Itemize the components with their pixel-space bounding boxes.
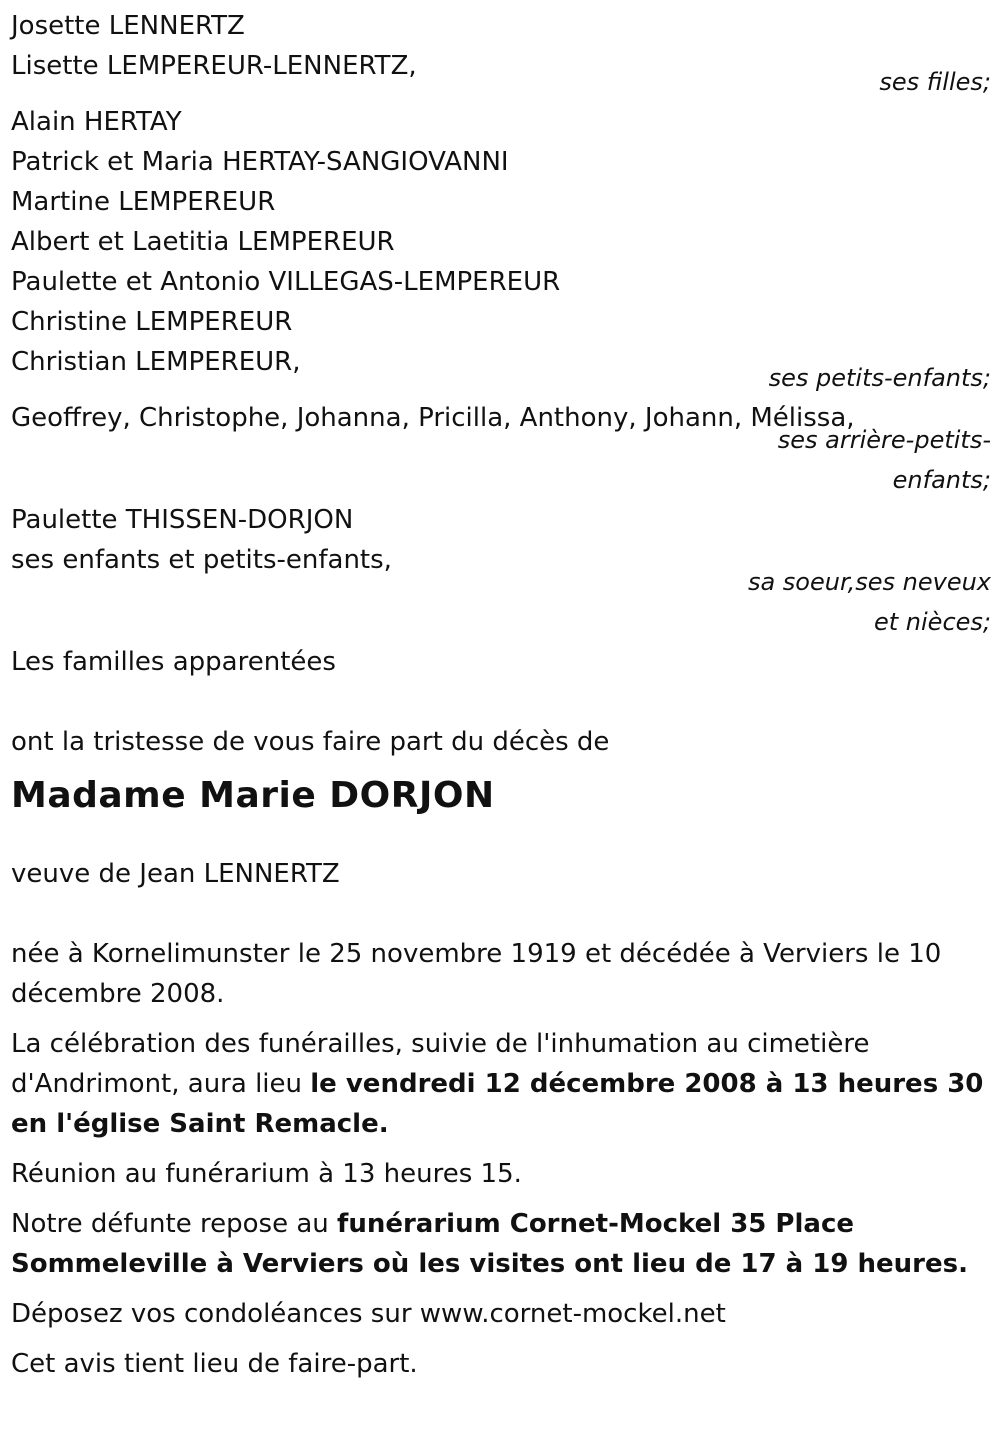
obituary-notice	[11, 6, 991, 1394]
notice-paragraph: Cet avis tient lieu de faire-part.	[11, 1349, 418, 1379]
ceremony-details: le vendredi 12 décembre 2008 à 13 heures 30 en l'église Saint Remacle.	[11, 1069, 984, 1139]
rest-intro: Notre défunte repose au	[11, 1209, 338, 1239]
grandchild-name: Christian LEMPEREUR,	[11, 347, 301, 377]
rest-paragraph	[11, 1204, 991, 1284]
grandchild-name: Alain HERTAY	[11, 107, 182, 137]
grandchildren-role: ses petits-enfants;	[768, 364, 991, 392]
sister-role-line2: et nièces;	[874, 608, 991, 636]
great-grandchildren-role-line2: enfants;	[892, 466, 991, 494]
grandchild-name: Paulette et Antonio VILLEGAS-LEMPEREUR	[11, 267, 561, 297]
grandchild-name: Christine LEMPEREUR	[11, 307, 293, 337]
grandchild-name: Patrick et Maria HERTAY-SANGIOVANNI	[11, 147, 509, 177]
daughter-name: Josette LENNERTZ	[11, 11, 245, 41]
daughters-section	[11, 6, 991, 102]
widow-of-line: veuve de Jean LENNERTZ	[11, 859, 340, 889]
deceased-name: Madame Marie DORJON	[11, 775, 495, 816]
great-grandchildren-names: Geoffrey, Christophe, Johanna, Pricilla, Anthony, Johann, Mélissa,	[11, 403, 855, 433]
announcement-line: ont la tristesse de vous faire part du décès de	[11, 727, 610, 757]
daughters-role: ses filles;	[879, 68, 991, 96]
sister-family: ses enfants et petits-enfants,	[11, 545, 392, 575]
ceremony-paragraph	[11, 1024, 991, 1144]
sister-role-line1: sa soeur,ses neveux	[747, 568, 991, 596]
grandchild-name: Albert et Laetitia LEMPEREUR	[11, 227, 395, 257]
ceremony-intro: La célébration des funérailles, suivie de l'inhumation au cimetière d'Andrimont, aura lieu	[11, 1029, 870, 1099]
meeting-paragraph: Réunion au funérarium à 13 heures 15.	[11, 1159, 522, 1189]
sister-name: Paulette THISSEN-DORJON	[11, 505, 354, 535]
daughter-name: Lisette LEMPEREUR-LENNERTZ,	[11, 51, 417, 81]
great-grandchildren-section	[11, 398, 991, 500]
condolences-paragraph: Déposez vos condoléances sur www.cornet-mockel.net	[11, 1299, 726, 1329]
great-grandchildren-role-line1: ses arrière-petits-	[777, 426, 991, 454]
grandchild-name: Martine LEMPEREUR	[11, 187, 276, 217]
birth-death-paragraph: née à Kornelimunster le 25 novembre 1919 et décédée à Verviers le 10 décembre 2008.	[11, 939, 942, 1009]
rest-details: funérarium Cornet-Mockel 35 Place Sommeleville à Verviers où les visites ont lieu de 17 à 19 heures.	[11, 1209, 968, 1279]
grandchildren-section	[11, 102, 991, 398]
families-line: Les familles apparentées	[11, 647, 336, 677]
sister-section	[11, 500, 991, 642]
